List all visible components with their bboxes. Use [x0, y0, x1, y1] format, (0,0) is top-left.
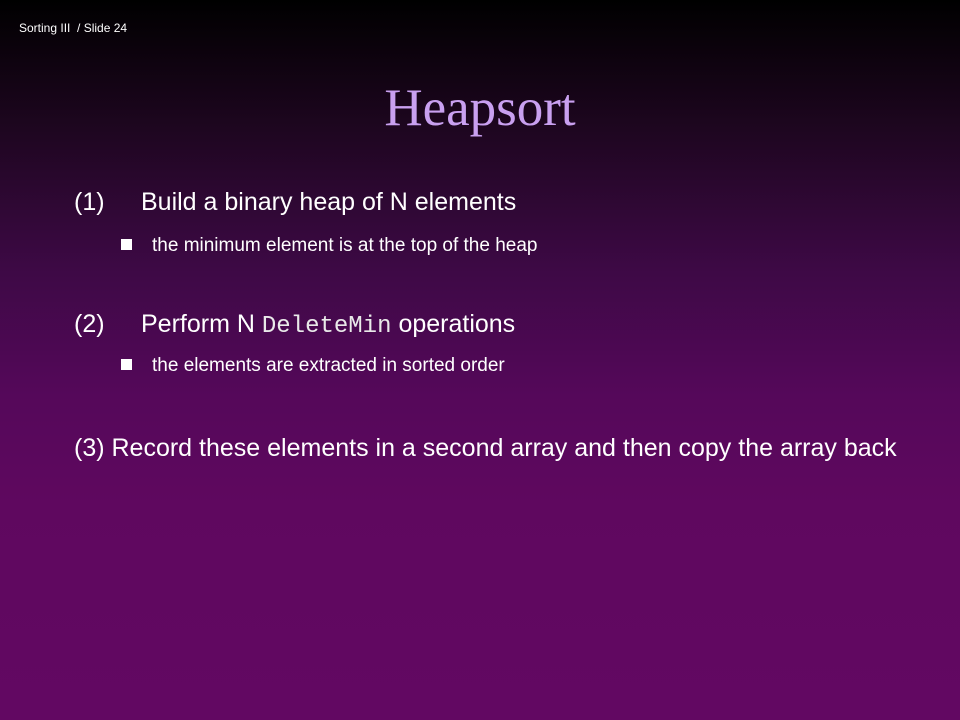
- slide-header: Sorting III / Slide 24: [19, 21, 128, 35]
- step-2-text-before: Perform N: [141, 310, 255, 338]
- slide-title: Heapsort: [384, 79, 576, 137]
- step-1-subpoint-text: the minimum element is at the top of the heap: [152, 235, 538, 256]
- step-2-text-after: operations: [398, 310, 516, 338]
- square-bullet-icon: [121, 359, 132, 370]
- step-1-subpoint: [121, 233, 538, 259]
- step-1-number: (1): [74, 188, 105, 216]
- step-1-text: Build a binary heap of N elements: [141, 188, 517, 216]
- step-2-code: DeleteMin: [261, 313, 392, 340]
- step-2: [74, 307, 515, 344]
- step-2-subpoint-text: the elements are extracted in sorted order: [152, 355, 505, 376]
- step-3: (3) Record these elements in a second array and then copy the array back: [74, 434, 897, 462]
- step-2-subpoint: [121, 353, 505, 379]
- step-1: [74, 185, 516, 219]
- square-bullet-icon: [121, 239, 132, 250]
- step-2-number: (2): [74, 310, 105, 338]
